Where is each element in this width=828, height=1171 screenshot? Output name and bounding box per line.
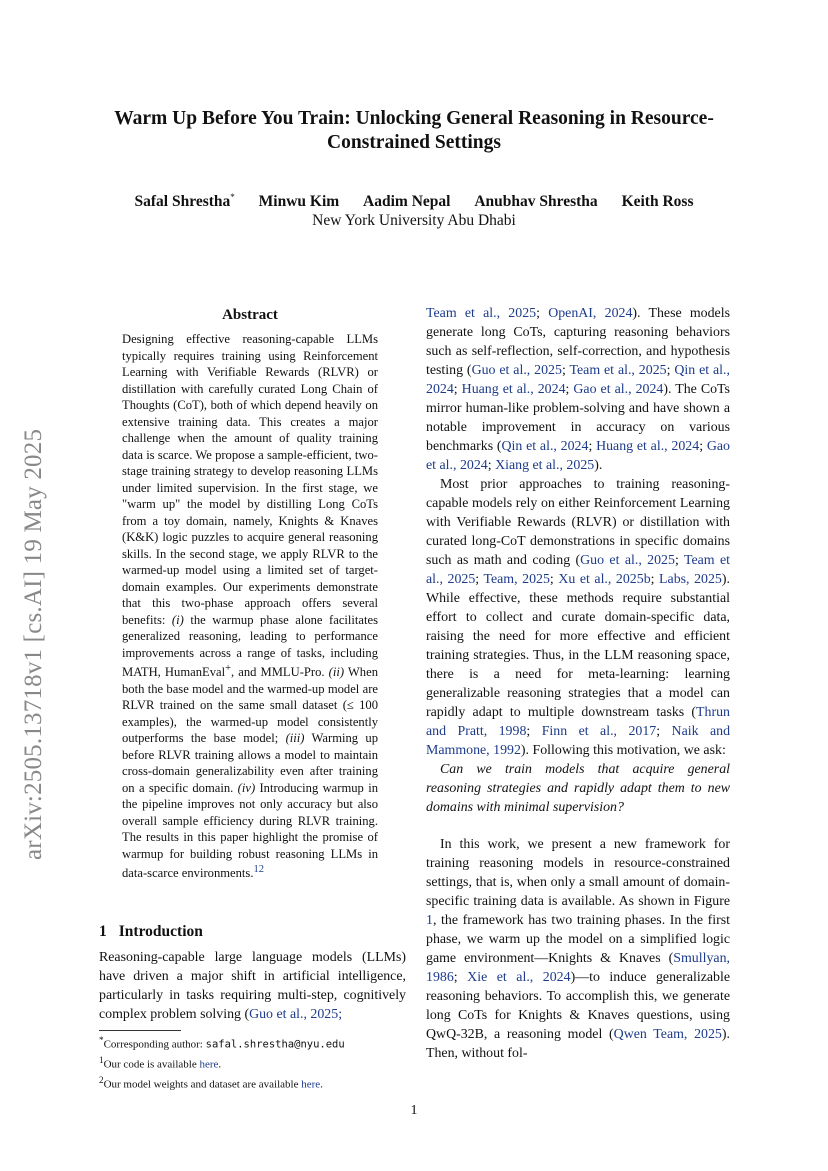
citation-link[interactable]: Guo et al., 2025; [249, 1007, 343, 1022]
citation-link[interactable]: Thrun and Pratt, 1998 [426, 705, 730, 739]
author-5: Keith Ross [621, 193, 694, 211]
section-heading-introduction: 1 Introduction [99, 923, 203, 940]
citation-link[interactable]: Finn et al., 2017 [541, 724, 657, 739]
citation-link[interactable]: Xiang et al., 2025 [495, 458, 595, 473]
citation-link[interactable]: Huang et al., 2024 [461, 382, 566, 397]
arxiv-identifier: arXiv:2505.13718v1 [cs.AI] 19 May 2025 [20, 428, 47, 860]
citation-link[interactable]: Smullyan, 1986 [426, 951, 730, 985]
citation-link[interactable]: Team et al., 2025 [426, 306, 537, 321]
author-list [90, 192, 738, 211]
affiliation: New York University Abu Dhabi [312, 212, 516, 229]
citation-link[interactable]: Xie et al., 2024 [467, 970, 571, 985]
email-address: safal.shrestha@nyu.edu [205, 1038, 345, 1051]
author-2: Minwu Kim [258, 193, 340, 211]
citation-link[interactable]: Team et al., 2025 [426, 553, 730, 587]
right-paragraph-1: Team et al., 2025; OpenAI, 2024). These models generate long CoTs, capturing reasoning behaviors such as self-reflection, self-correction, and hypothesis testing (Guo et al., 2025; Team et al., 2025; Qin et al., 2024; Huang et al., 2024; Gao et al., 2024). The CoTs mirror human-like problem-solving and have shown a notable improvement in accuracy on various benchmarks (Qin et al., 2024; Huang et al., 2024; Gao et al., 2024; Xiang et al., 2025). [426, 306, 730, 473]
page-number: 1 [410, 1103, 418, 1118]
weights-link[interactable]: here [301, 1078, 321, 1091]
citation-link[interactable]: Guo et al., 2025 [580, 553, 675, 568]
footnote-divider [99, 1030, 181, 1031]
abstract-text: Designing effective reasoning-capable LLMs typically requires training using Reinforcement Learning with Verifiable Rewards (RLVR) or distillation with carefully curated Long Chain of Thoughts (CoT), both of which depend heavily on extensive training data. This creates a major challenge when the amount of quality training data is scarce. We propose a sample-efficient, two-stage training strategy to develop reasoning LLMs under limited supervision. In the first stage, we "warm up" the model by distilling Long CoTs from a toy domain, namely, Knights & Knaves (K&K) logic puzzles to acquire general reasoning skills. In the second stage, we apply RLVR to the warmed-up model using a limited set of target-domain examples. Our experiments demonstrate that this two-phase approach offers several benefits: (i) the warmup phase alone facilitates generalized reasoning, leading to performance improvements across a range of tasks, including MATH, HumanEval+, and MMLU-Pro. (ii) When both the base model and the warmed-up model are RLVR trained on the same small dataset (≤ 100 examples), the warmed-up model consistently outperforms the base model; (iii) Warming up before RLVR training allows a model to maintain cross-domain generalizability even after training on a specific domain. (iv) Introducing warmup in the pipeline improves not only accuracy but also overall sample efficiency during RLVR training. The results in this paper highlight the promise of warmup for building robust reasoning LLMs in data-scarce environments.$^{12}$ [122, 332, 379, 881]
author-1: Safal Shrestha* [134, 192, 235, 211]
citation-link[interactable]: Guo et al., 2025 [471, 363, 562, 378]
author-4: Anubhav Shrestha [474, 193, 598, 211]
citation-link[interactable]: Team et al., 2025 [569, 363, 667, 378]
citation-link[interactable]: OpenAI, 2024 [548, 306, 633, 321]
right-column [426, 304, 730, 1063]
right-paragraph-3: In this work, we present a new framework for training reasoning models in resource-constrained settings, that is, when only a small amount of domain-specific training data is available. As shown in Figure 1, the framework has two training phases. In the first phase, we warm up the model on a simplified logic game environment—Knights & Knaves (Smullyan, 1986; Xie et al., 2024)—to induce generalizable reasoning behaviors. To accomplish this, we generate long CoTs for Knights & Knaves questions, using QwQ-32B, a reasoning model (Qwen Team, 2025). Then, without fol- [426, 837, 731, 1061]
footnote-3: $^2$Our model weights and dataset are available here. [99, 1075, 323, 1091]
citation-link[interactable]: Naik and Mammone, 1992 [426, 724, 731, 758]
author-3: Aadim Nepal [363, 193, 451, 211]
abstract-heading: Abstract [222, 307, 278, 323]
code-link[interactable]: here [199, 1058, 219, 1071]
citation-link[interactable]: Qwen Team, 2025 [613, 1027, 722, 1042]
footnote-2: $^1$Our code is available here. [99, 1055, 222, 1071]
research-question: Can we train models that acquire general reasoning strategies and rapidly adapt them to new domains with minimal supervision? [426, 762, 730, 815]
citation-link[interactable]: Labs, 2025 [659, 572, 722, 587]
citation-link[interactable]: Xu et al., 2025b [558, 572, 651, 587]
figure-ref-link[interactable]: 1 [426, 913, 433, 928]
citation-link[interactable]: Team, 2025 [483, 572, 550, 587]
author-mark: * [230, 192, 235, 202]
citation-link[interactable]: Huang et al., 2024 [596, 439, 700, 454]
citation-link[interactable]: Gao et al., 2024 [426, 439, 730, 473]
citation-link[interactable]: Qin et al., 2024 [426, 363, 730, 397]
footnotes [99, 1033, 406, 1093]
intro-paragraph: Reasoning-capable large language models (LLMs) have driven a major shift in artificial intelligence, particularly in tasks requiring multi-step, cognitively complex problem solving (Guo et al., 2025; [99, 950, 406, 1022]
footnote-1: *Corresponding author: safal.shrestha@nyu.edu [99, 1035, 345, 1051]
arxiv-sidebar [20, 360, 60, 860]
footnote-ref[interactable]: 12 [253, 864, 264, 876]
citation-link[interactable]: Gao et al., 2024 [573, 382, 664, 397]
citation-link[interactable]: Qin et al., 2024 [501, 439, 589, 454]
right-paragraph-2: Most prior approaches to training reasoning-capable models rely on either Reinforcement Learning with Verifiable Rewards (RLVR) or distillation with curated long-CoT demonstrations in specific domains such as math and coding (Guo et al., 2025; Team et al., 2025; Team, 2025; Xu et al., 2025b; Labs, 2025). While effective, these methods require substantial effort to collect and curate domain-specific data, raising the need for more effective and efficient training strategies. Thus, in the LLM reasoning space, there is a need for meta-learning: learning generalizable reasoning strategies that a model can rapidly adapt to multiple downstream tasks (Thrun and Pratt, 1998; Finn et al., 2017; Naik and Mammone, 1992). Following this motivation, we ask: [426, 477, 731, 758]
paper-title: Warm Up Before You Train: Unlocking General Reasoning in Resource-Constrained Settings [114, 108, 714, 153]
